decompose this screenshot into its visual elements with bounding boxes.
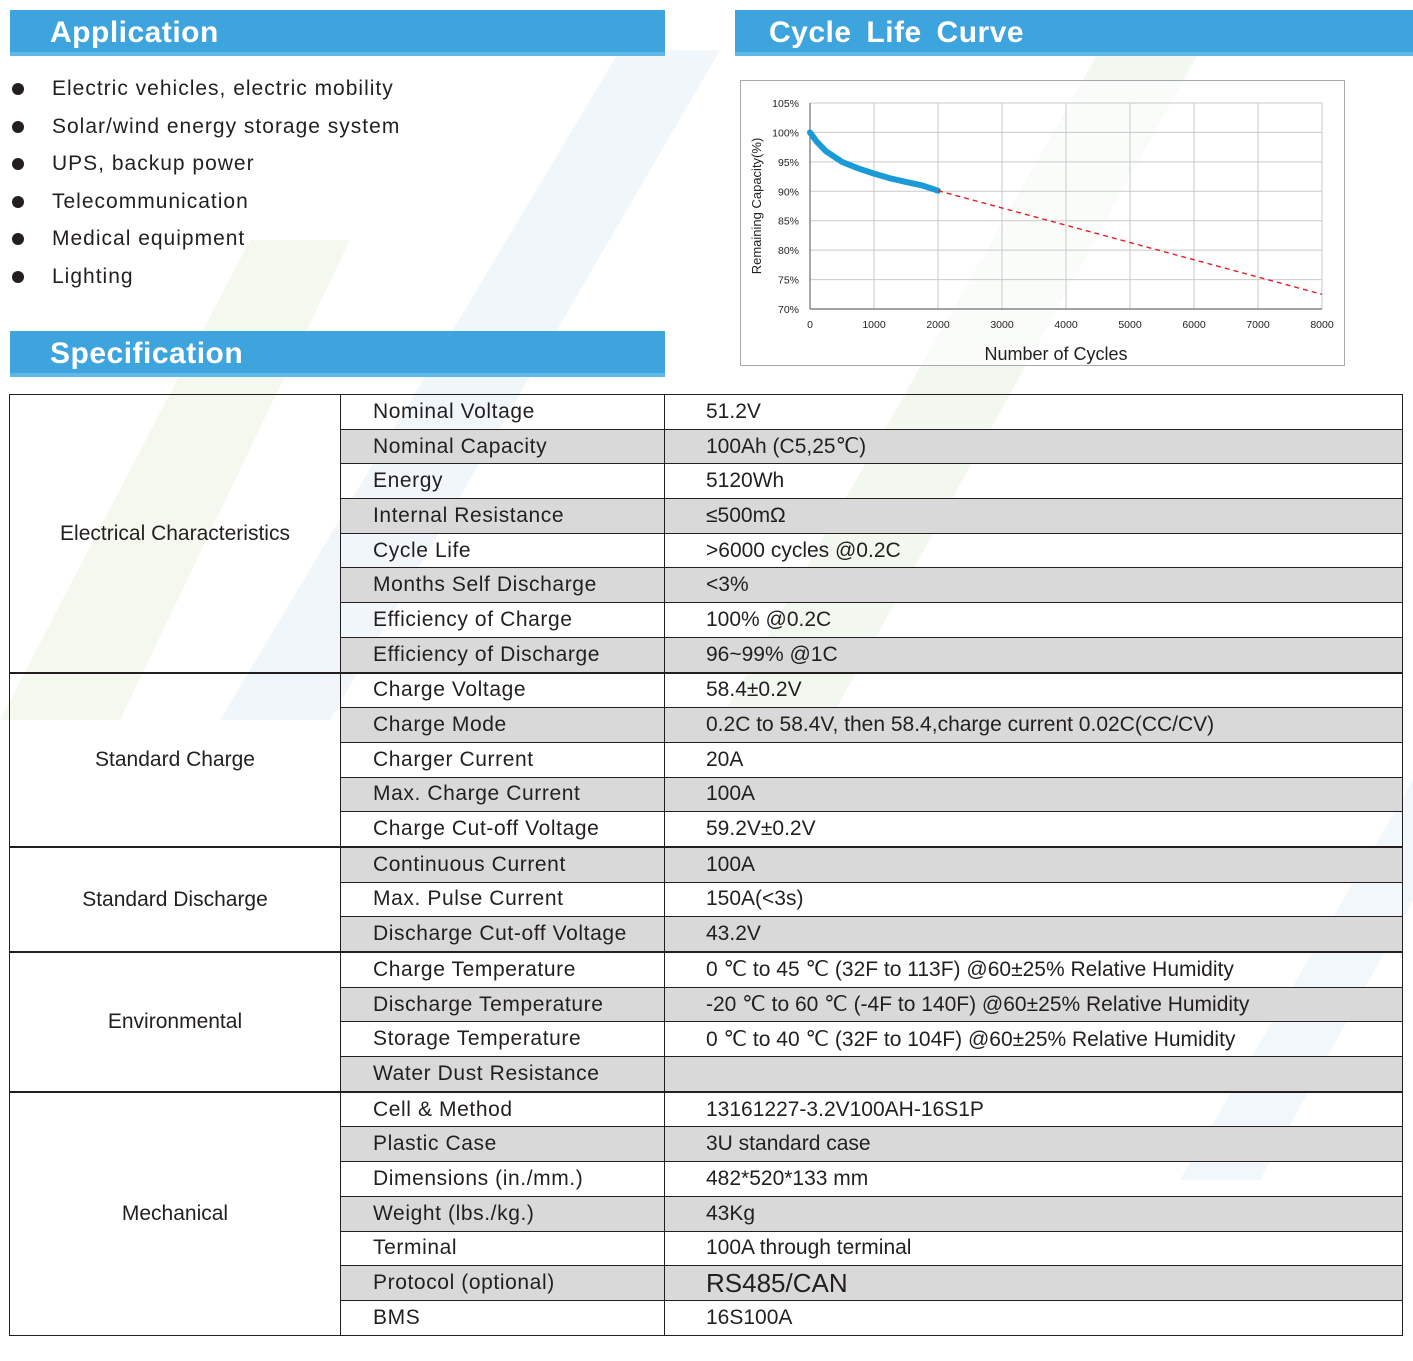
spec-value: 43Kg [665,1196,1403,1231]
spec-label: Charge Temperature [341,952,665,987]
chart-canvas [741,81,1346,367]
x-tick-label: 4000 [1054,319,1078,331]
x-axis-label: Number of Cycles [984,344,1128,364]
cycle-life-chart [740,80,1345,366]
spec-label: Protocol (optional) [341,1266,665,1301]
spec-label: Dimensions (in./mm.) [341,1162,665,1197]
spec-value [665,1057,1403,1092]
specification-header [10,331,665,377]
spec-value: 13161227-3.2V100AH-16S1P [665,1092,1403,1127]
list-item: Solar/wind energy storage system [10,108,400,146]
y-tick-label: 95% [777,156,799,169]
spec-label: Efficiency of Charge [341,603,665,638]
spec-label: Charge Mode [341,708,665,743]
category-cell: Standard Discharge [10,847,341,952]
table-row [10,847,1403,882]
spec-value: 150A(<3s) [665,882,1403,917]
spec-value: >6000 cycles @0.2C [665,533,1403,568]
spec-value: <3% [665,568,1403,603]
spec-value: 51.2V [665,395,1403,430]
y-axis-label: Remaining Capacity(%) [749,137,764,275]
spec-label: Energy [341,464,665,499]
y-tick-label: 80% [777,245,799,258]
table-row [10,673,1403,708]
specification-title: Specification [50,337,244,370]
spec-value: 58.4±0.2V [665,673,1403,708]
spec-value: RS485/CAN [665,1266,1403,1301]
spec-label: Cycle Life [341,533,665,568]
x-tick-label: 0 [807,319,813,331]
application-title: Application [50,16,219,49]
category-cell: Environmental [10,952,341,1092]
y-tick-label: 90% [777,186,799,199]
spec-value: 0.2C to 58.4V, then 58.4,charge current 0.02C(CC/CV) [665,708,1403,743]
spec-label: Continuous Current [341,847,665,882]
y-tick-label: 70% [777,304,799,316]
spec-value: 20A [665,742,1403,777]
spec-value: 482*520*133 mm [665,1162,1403,1197]
x-tick-label: 6000 [1182,319,1206,331]
spec-value: 100A [665,847,1403,882]
list-item: Lighting [10,258,400,296]
spec-value: 0 ℃ to 40 ℃ (32F to 104F) @60±25% Relative Humidity [665,1022,1403,1057]
cycle-life-header [735,10,1413,56]
spec-label: Nominal Voltage [341,395,665,430]
spec-value: 59.2V±0.2V [665,812,1403,847]
spec-label: Discharge Temperature [341,987,665,1022]
bullet-icon [12,271,24,283]
x-tick-label: 2000 [926,319,950,331]
category-cell: Electrical Characteristics [10,395,341,673]
x-tick-label: 1000 [862,319,886,331]
spec-label: Storage Temperature [341,1022,665,1057]
spec-label: BMS [341,1300,665,1335]
spec-value: 16S100A [665,1300,1403,1335]
cycle-life-title: Cycle Life Curve [769,16,1025,49]
spec-label: Internal Resistance [341,499,665,534]
bullet-icon [12,158,24,170]
spec-label: Plastic Case [341,1127,665,1162]
spec-label: Efficiency of Discharge [341,637,665,672]
spec-label: Water Dust Resistance [341,1057,665,1092]
application-header [10,10,665,56]
spec-label: Terminal [341,1231,665,1266]
spec-value: 0 ℃ to 45 ℃ (32F to 113F) @60±25% Relative Humidity [665,952,1403,987]
table-row [10,952,1403,987]
list-item: Electric vehicles, electric mobility [10,70,400,108]
x-tick-label: 7000 [1246,319,1270,331]
y-tick-label: 85% [777,215,799,228]
bullet-icon [12,196,24,208]
bullet-icon [12,83,24,95]
spec-value: 100Ah (C5,25℃) [665,429,1403,464]
spec-label: Max. Pulse Current [341,882,665,917]
specification-table [9,394,1403,1336]
spec-label: Charger Current [341,742,665,777]
spec-value: 96~99% @1C [665,637,1403,672]
category-cell: Standard Charge [10,673,341,847]
spec-label: Nominal Capacity [341,429,665,464]
table-row [10,1092,1403,1127]
spec-value: ≤500mΩ [665,499,1403,534]
y-tick-label: 105% [772,98,799,110]
spec-value: 100% @0.2C [665,603,1403,638]
application-list [10,70,400,296]
y-tick-label: 75% [777,274,799,287]
x-tick-label: 8000 [1310,319,1334,331]
spec-value: 100A [665,777,1403,812]
list-item: Medical equipment [10,220,400,258]
spec-label: Weight (lbs./kg.) [341,1196,665,1231]
x-tick-label: 5000 [1118,319,1142,331]
y-tick-label: 100% [772,127,799,140]
spec-value: 43.2V [665,917,1403,952]
list-item: UPS, backup power [10,145,400,183]
bullet-icon [12,121,24,133]
category-cell: Mechanical [10,1092,341,1335]
bullet-icon [12,233,24,245]
spec-value: -20 ℃ to 60 ℃ (-4F to 140F) @60±25% Relative Humidity [665,987,1403,1022]
spec-label: Cell & Method [341,1092,665,1127]
spec-label: Max. Charge Current [341,777,665,812]
table-row [10,395,1403,430]
spec-label: Discharge Cut-off Voltage [341,917,665,952]
spec-label: Charge Cut-off Voltage [341,812,665,847]
spec-value: 100A through terminal [665,1231,1403,1266]
spec-value: 3U standard case [665,1127,1403,1162]
list-item: Telecommunication [10,183,400,221]
spec-label: Months Self Discharge [341,568,665,603]
spec-label: Charge Voltage [341,673,665,708]
spec-value: 5120Wh [665,464,1403,499]
x-tick-label: 3000 [990,319,1014,331]
